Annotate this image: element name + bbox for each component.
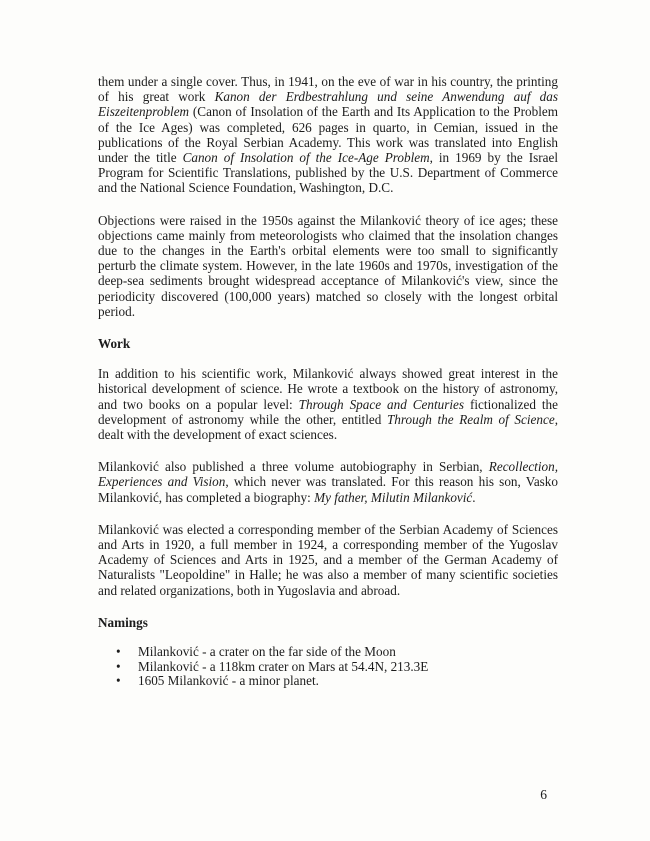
heading-namings: Namings [98, 614, 148, 630]
paragraph-kanon-publication: them under a single cover. Thus, in 1941, on the eve of war in his country, the printing of his great work Kanon der Erdbestrahlung und seine Anwendung auf das Eiszeitenproblem (Canon of Insolation of the Earth and Its Application to the Problem of the Ice Ages) was completed, 626 pages in quarto, in Cemian, issued in the publications of the Royal Serbian Academy. This work was translated into English under the title Canon of Insolation of the Ice-Age Problem, in 1969 by the Israel Program for Scientific Translations, published by the U.S. Department of Commerce and the National Science Foundation, Washington, D.C. [98, 74, 559, 196]
list-item-text: Milanković - a 118km crater on Mars at 54.4N, 213.3E [138, 658, 429, 674]
list-item-text: 1605 Milanković - a minor planet. [138, 673, 319, 689]
paragraph-autobiography: Milanković also published a three volume autobiography in Serbian, Recollection, Experiences and Vision, which never was translated. For this reason his son, Vasko Milanković, has completed a biography: My father, Milutin Milanković. [98, 459, 558, 505]
paragraph-academy-membership: Milanković was elected a corresponding member of the Serbian Academy of Sciences and Arts in 1920, a full member in 1924, a corresponding member of the Yugoslav Academy of Sciences and Arts in 1925, and a member of the German Academy of Naturalists "Leopoldine" in Halle; he was also a member of many scientific societies and related organizations, both in Yugoslavia and abroad. [98, 521, 558, 598]
list-item [116, 645, 558, 660]
italic-title: Recollection, Experiences and Vision [98, 459, 558, 490]
namings-list [98, 645, 558, 689]
italic-title: Through the Realm of Science [386, 411, 555, 427]
bullet-icon: • [116, 673, 121, 689]
italic-title: My father, Milutin Milanković [314, 489, 473, 505]
heading-work: Work [98, 336, 131, 352]
bullet-icon: • [116, 644, 121, 660]
list-item [116, 674, 558, 689]
bullet-icon: • [116, 658, 121, 674]
page-number: 6 [540, 787, 547, 802]
italic-title: Through Space and Centuries [298, 396, 465, 412]
italic-title: Kanon der Erdbestrahlung und seine Anwendung auf das Eiszeitenproblem [98, 89, 558, 120]
paragraph-objections: Objections were raised in the 1950s against the Milanković theory of ice ages; these objections came mainly from meteorologists who claimed that the insolation changes due to the changes in the Earth's orbital elements were too small to significantly perturb the climate system. However, in the late 1960s and 1970s, investigation of the deep-sea sediments brought widespread acceptance of Milanković's view, since the periodicity discovered (100,000 years) matched so closely with the longest orbital period. [98, 212, 558, 319]
list-item [116, 660, 558, 675]
italic-title: Canon of Insolation of the Ice-Age Problem [182, 150, 430, 166]
paragraph-history-of-science: In addition to his scientific work, Milanković always showed great interest in the historical development of science. He wrote a textbook on the history of astronomy, and two books on a popular level: Through Space and Centuries fictionalized the development of astronomy while the other, entitled Through the Realm of Science, dealt with the development of exact sciences. [98, 366, 558, 443]
list-item-text: Milanković - a crater on the far side of the Moon [138, 644, 396, 660]
